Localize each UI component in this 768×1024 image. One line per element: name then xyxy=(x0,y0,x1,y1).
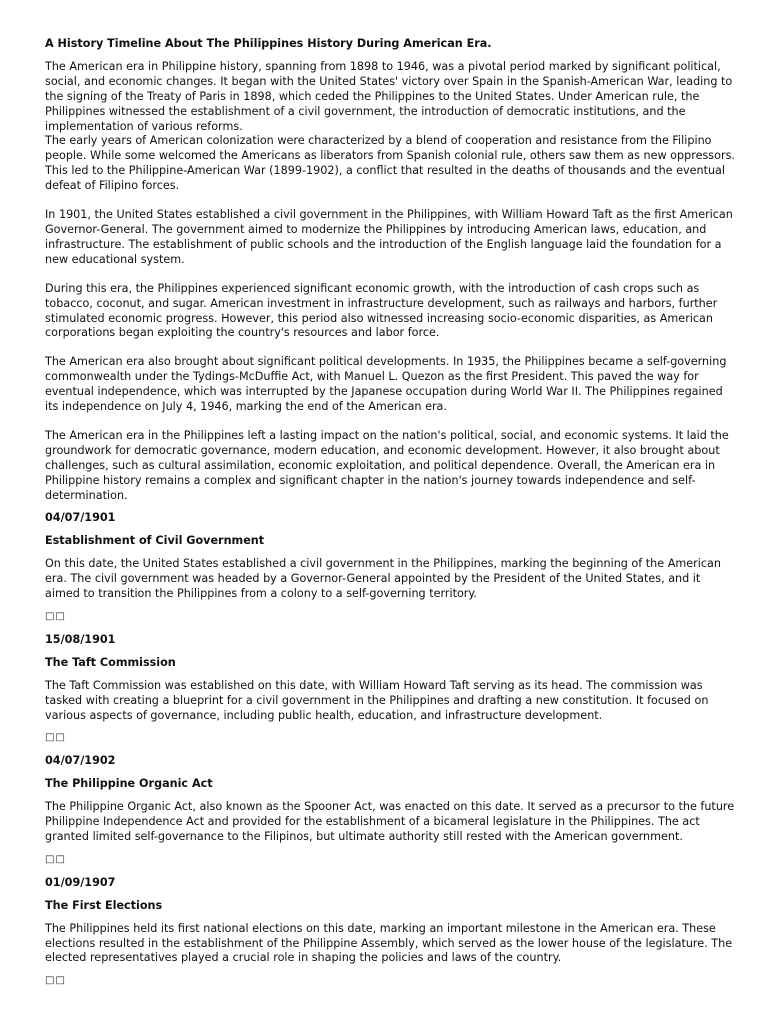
intro-paragraph-6: The American era in the Philippines left a lasting impact on the nation's political, social, and economic systems. It laid the groundwork for democratic governance, modern education, and economic development. However, it also brought about challenges, such as cultural assimilation, economic exploitation, and political dependence. Overall, the American era in Philippine history remains a complex and significant chapter in the nation's journey towards independence and self-determination. xyxy=(45,428,729,502)
separator-glyphs: □□ xyxy=(45,975,66,987)
event-title: Establishment of Civil Government xyxy=(45,534,265,548)
intro-paragraph-4: During this era, the Philippines experienced significant economic growth, with the introduction of cash crops such as tobacco, coconut, and sugar. American investment in infrastructure development, such as railways and harbors, further stimulated economic progress. However, this period also witnessed increasing socio-economic disparities, as American corporations began exploiting the country's resources and labor force. xyxy=(45,281,718,340)
event-description: The Taft Commission was established on this date, with William Howard Taft serving as its head. The commission was tasked with creating a blueprint for a civil government in the Philippines and drafting a new constitution. It focused on various aspects of governance, including public health, education, and infrastructure development. xyxy=(45,678,709,722)
document-page xyxy=(45,37,735,989)
document-title: A History Timeline About The Philippines History During American Era. xyxy=(45,37,492,50)
event-title: The First Elections xyxy=(45,898,163,912)
separator-glyphs: □□ xyxy=(45,853,66,865)
intro-paragraph-1: The American era in Philippine history, spanning from 1898 to 1946, was a pivotal period marked by significant political, social, and economic changes. It began with the United States' victory over Spain in the Spanish-American War, leading to the signing of the Treaty of Paris in 1898, which ceded the Philippines to the United States. Under American rule, the Philippines witnessed the establishment of a civil government, the introduction of democratic institutions, and the implementation of various reforms. xyxy=(45,59,733,133)
event-date: 04/07/1902 xyxy=(45,754,116,768)
event-date: 01/09/1907 xyxy=(45,875,116,889)
event-description: The Philippine Organic Act, also known as the Spooner Act, was enacted on this date. It served as a precursor to the future Philippine Independence Act and provided for the establishment of a bicameral legislature in the Philippines. The act granted limited self-governance to the Filipinos, but ultimate authority still rested with the American government. xyxy=(45,800,735,843)
intro-paragraph-2: The early years of American colonization were characterized by a blend of cooperation and resistance from the Filipino people. While some welcomed the Americans as liberators from Spanish colonial rule, others saw them as new oppressors. This led to the Philippine-American War (1899-1902), a conflict that resulted in the deaths of thousands and the eventual defeat of Filipino forces. xyxy=(45,134,735,193)
intro-paragraph-5: The American era also brought about significant political developments. In 1935, the Philippines became a self-governing commonwealth under the Tydings-McDuffie Act, with Manuel L. Quezon as the first President. This paved the way for eventual independence, which was interrupted by the Japanese occupation during World War II. The Philippines regained its independence on July 4, 1946, marking the end of the American era. xyxy=(45,355,727,414)
event-date: 04/07/1901 xyxy=(45,511,116,525)
event-title: The Philippine Organic Act xyxy=(45,777,213,791)
event-title: The Taft Commission xyxy=(45,655,176,669)
separator-glyphs: □□ xyxy=(45,732,66,744)
separator-glyphs: □□ xyxy=(45,611,66,622)
event-description: The Philippines held its first national elections on this date, marking an important milestone in the American era. These elections resulted in the establishment of the Philippine Assembly, which served as the lower house of the legislature. The elected representatives played a crucial role in shaping the policies and laws of the country. xyxy=(45,921,733,965)
event-description: On this date, the United States established a civil government in the Philippines, marking the beginning of the American era. The civil government was headed by a Governor-General appointed by the President of the United States, and it aimed to transition the Philippines from a colony to a self-governing territory. xyxy=(45,557,721,601)
intro-paragraph-3: In 1901, the United States established a civil government in the Philippines, with William Howard Taft as the first American Governor-General. The government aimed to modernize the Philippines by introducing American laws, education, and infrastructure. The establishment of public schools and the introduction of the English language laid the foundation for a new educational system. xyxy=(45,208,733,266)
event-date: 15/08/1901 xyxy=(45,632,116,646)
